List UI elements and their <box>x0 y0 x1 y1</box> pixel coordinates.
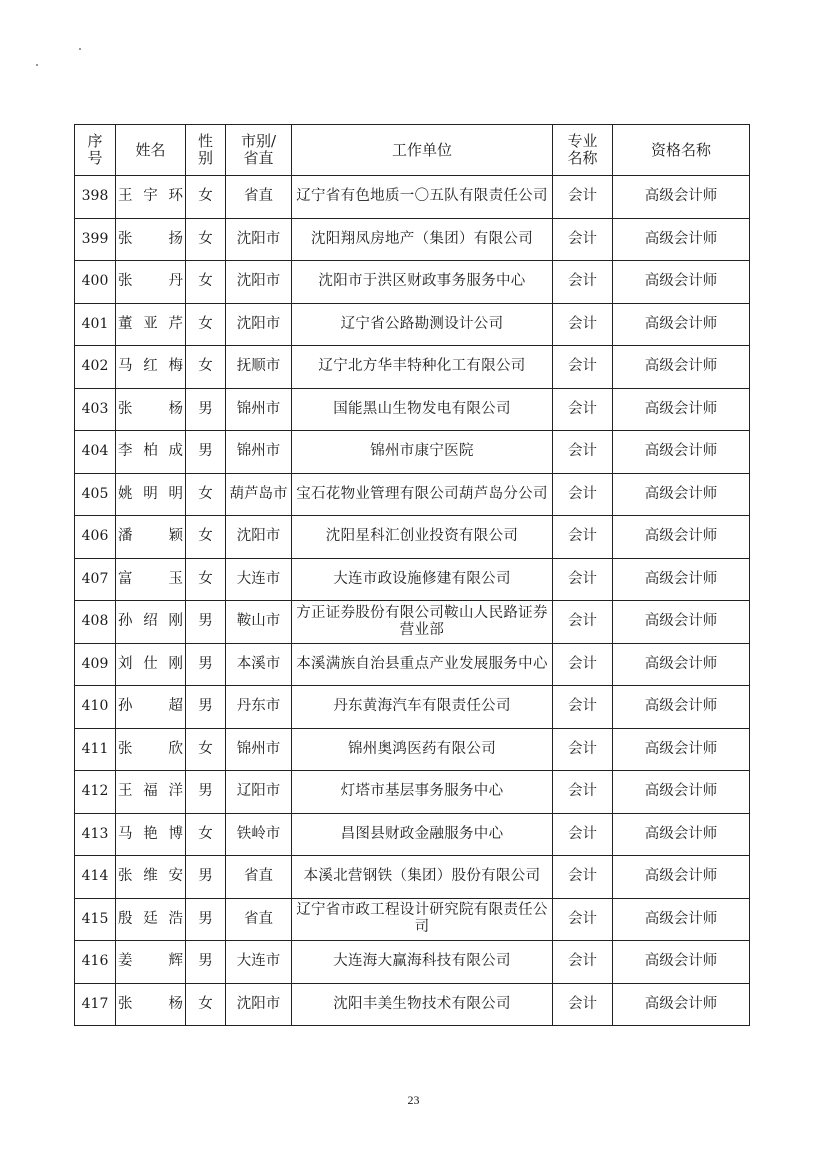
cell-gender: 男 <box>186 431 226 474</box>
person-name: 刘 仕 刚 <box>118 655 183 672</box>
person-name: 王 福 洋 <box>118 783 183 800</box>
header-qualification: 资格名称 <box>613 125 750 176</box>
cell-seq: 413 <box>75 813 116 856</box>
person-name: 富 玉 <box>118 570 183 587</box>
cell-name <box>116 643 186 686</box>
cell-name <box>116 941 186 984</box>
cell-major: 会计 <box>553 558 613 601</box>
cell-qualification: 高级会计师 <box>613 941 750 984</box>
table-row <box>75 388 750 431</box>
cell-name <box>116 473 186 516</box>
cell-seq: 414 <box>75 856 116 899</box>
cell-gender: 女 <box>186 473 226 516</box>
cell-gender: 女 <box>186 813 226 856</box>
scan-speck <box>79 48 81 50</box>
cell-seq: 411 <box>75 728 116 771</box>
header-city: 市别/省直 <box>226 125 292 176</box>
cell-unit: 大连海大赢海科技有限公司 <box>292 941 553 984</box>
cell-city: 沈阳市 <box>226 516 292 559</box>
header-row <box>75 125 750 176</box>
cell-gender: 男 <box>186 388 226 431</box>
person-name: 姚 明 明 <box>118 485 183 502</box>
cell-qualification: 高级会计师 <box>613 686 750 729</box>
cell-gender: 女 <box>186 516 226 559</box>
cell-city: 沈阳市 <box>226 303 292 346</box>
cell-major: 会计 <box>553 856 613 899</box>
cell-major: 会计 <box>553 728 613 771</box>
cell-seq: 407 <box>75 558 116 601</box>
table-row <box>75 431 750 474</box>
table-row <box>75 898 750 941</box>
cell-city: 辽阳市 <box>226 771 292 814</box>
person-name: 王 宇 环 <box>118 188 183 205</box>
cell-unit: 辽宁省公路勘测设计公司 <box>292 303 553 346</box>
cell-major: 会计 <box>553 388 613 431</box>
cell-unit: 锦州奥鸿医药有限公司 <box>292 728 553 771</box>
cell-seq: 416 <box>75 941 116 984</box>
person-name: 张 丹 <box>118 273 183 290</box>
cell-seq: 408 <box>75 601 116 644</box>
cell-gender: 女 <box>186 346 226 389</box>
cell-unit: 宝石花物业管理有限公司葫芦岛分公司 <box>292 473 553 516</box>
cell-major: 会计 <box>553 898 613 941</box>
cell-unit: 沈阳市于洪区财政事务服务中心 <box>292 261 553 304</box>
cell-qualification: 高级会计师 <box>613 771 750 814</box>
cell-name <box>116 176 186 219</box>
cell-major: 会计 <box>553 813 613 856</box>
cell-gender: 女 <box>186 218 226 261</box>
cell-major: 会计 <box>553 303 613 346</box>
cell-unit: 丹东黄海汽车有限责任公司 <box>292 686 553 729</box>
person-name: 张 维 安 <box>118 868 183 885</box>
cell-name <box>116 261 186 304</box>
cell-gender: 女 <box>186 558 226 601</box>
cell-unit: 昌图县财政金融服务中心 <box>292 813 553 856</box>
cell-unit: 辽宁省有色地质一〇五队有限责任公司 <box>292 176 553 219</box>
header-unit: 工作单位 <box>292 125 553 176</box>
table-row <box>75 856 750 899</box>
cell-city: 锦州市 <box>226 431 292 474</box>
cell-city: 沈阳市 <box>226 218 292 261</box>
cell-major: 会计 <box>553 261 613 304</box>
cell-city: 省直 <box>226 176 292 219</box>
person-name: 李 柏 成 <box>118 443 183 460</box>
cell-major: 会计 <box>553 516 613 559</box>
header-gender: 性别 <box>186 125 226 176</box>
cell-unit: 辽宁北方华丰特种化工有限公司 <box>292 346 553 389</box>
cell-seq: 400 <box>75 261 116 304</box>
cell-qualification: 高级会计师 <box>613 813 750 856</box>
cell-name <box>116 303 186 346</box>
cell-qualification: 高级会计师 <box>613 261 750 304</box>
cell-seq: 415 <box>75 898 116 941</box>
table-row <box>75 176 750 219</box>
cell-gender: 女 <box>186 983 226 1026</box>
table-row <box>75 303 750 346</box>
cell-major: 会计 <box>553 771 613 814</box>
cell-major: 会计 <box>553 431 613 474</box>
cell-seq: 403 <box>75 388 116 431</box>
cell-name <box>116 388 186 431</box>
cell-city: 沈阳市 <box>226 261 292 304</box>
cell-city: 省直 <box>226 898 292 941</box>
person-name: 马 艳 博 <box>118 825 183 842</box>
cell-major: 会计 <box>553 941 613 984</box>
cell-name <box>116 431 186 474</box>
cell-unit: 沈阳星科汇创业投资有限公司 <box>292 516 553 559</box>
cell-gender: 女 <box>186 303 226 346</box>
cell-qualification: 高级会计师 <box>613 601 750 644</box>
cell-name <box>116 813 186 856</box>
cell-gender: 男 <box>186 771 226 814</box>
cell-name <box>116 686 186 729</box>
cell-gender: 男 <box>186 686 226 729</box>
cell-gender: 女 <box>186 728 226 771</box>
table-row <box>75 473 750 516</box>
cell-unit: 灯塔市基层事务服务中心 <box>292 771 553 814</box>
cell-qualification: 高级会计师 <box>613 303 750 346</box>
cell-qualification: 高级会计师 <box>613 898 750 941</box>
cell-seq: 399 <box>75 218 116 261</box>
cell-qualification: 高级会计师 <box>613 176 750 219</box>
table-row <box>75 686 750 729</box>
cell-name <box>116 346 186 389</box>
cell-seq: 404 <box>75 431 116 474</box>
cell-city: 铁岭市 <box>226 813 292 856</box>
table-row <box>75 983 750 1026</box>
table-row <box>75 346 750 389</box>
table-row <box>75 728 750 771</box>
cell-qualification: 高级会计师 <box>613 558 750 601</box>
cell-unit: 沈阳翔凤房地产（集团）有限公司 <box>292 218 553 261</box>
table-row <box>75 218 750 261</box>
cell-qualification: 高级会计师 <box>613 856 750 899</box>
cell-seq: 401 <box>75 303 116 346</box>
cell-seq: 398 <box>75 176 116 219</box>
cell-qualification: 高级会计师 <box>613 388 750 431</box>
cell-seq: 412 <box>75 771 116 814</box>
header-major: 专业名称 <box>553 125 613 176</box>
qualification-roster-table <box>74 124 750 1026</box>
person-name: 姜 辉 <box>118 953 183 970</box>
cell-name <box>116 558 186 601</box>
table-row <box>75 601 750 644</box>
cell-major: 会计 <box>553 643 613 686</box>
cell-unit: 大连市政设施修建有限公司 <box>292 558 553 601</box>
cell-city: 大连市 <box>226 941 292 984</box>
person-name: 张 扬 <box>118 230 183 247</box>
cell-qualification: 高级会计师 <box>613 431 750 474</box>
cell-unit: 辽宁省市政工程设计研究院有限责任公司 <box>292 898 553 941</box>
table-row <box>75 771 750 814</box>
cell-name <box>116 856 186 899</box>
cell-major: 会计 <box>553 176 613 219</box>
cell-city: 葫芦岛市 <box>226 473 292 516</box>
cell-major: 会计 <box>553 983 613 1026</box>
cell-unit: 锦州市康宁医院 <box>292 431 553 474</box>
cell-city: 锦州市 <box>226 388 292 431</box>
person-name: 潘 颖 <box>118 528 183 545</box>
cell-gender: 男 <box>186 941 226 984</box>
cell-qualification: 高级会计师 <box>613 218 750 261</box>
cell-seq: 409 <box>75 643 116 686</box>
cell-unit: 沈阳丰美生物技术有限公司 <box>292 983 553 1026</box>
cell-gender: 女 <box>186 261 226 304</box>
cell-name <box>116 601 186 644</box>
person-name: 张 杨 <box>118 400 183 417</box>
table-row <box>75 643 750 686</box>
person-name: 张 欣 <box>118 740 183 757</box>
cell-gender: 男 <box>186 601 226 644</box>
cell-city: 大连市 <box>226 558 292 601</box>
cell-name <box>116 516 186 559</box>
cell-major: 会计 <box>553 686 613 729</box>
header-seq: 序号 <box>75 125 116 176</box>
cell-city: 抚顺市 <box>226 346 292 389</box>
cell-unit: 本溪满族自治县重点产业发展服务中心 <box>292 643 553 686</box>
cell-city: 本溪市 <box>226 643 292 686</box>
cell-major: 会计 <box>553 218 613 261</box>
cell-seq: 406 <box>75 516 116 559</box>
cell-name <box>116 218 186 261</box>
cell-gender: 男 <box>186 643 226 686</box>
cell-qualification: 高级会计师 <box>613 643 750 686</box>
person-name: 张 杨 <box>118 995 183 1012</box>
cell-gender: 男 <box>186 856 226 899</box>
cell-major: 会计 <box>553 601 613 644</box>
cell-unit: 国能黑山生物发电有限公司 <box>292 388 553 431</box>
roster-body <box>75 176 750 1026</box>
table-row <box>75 941 750 984</box>
cell-unit: 方正证券股份有限公司鞍山人民路证券营业部 <box>292 601 553 644</box>
cell-city: 锦州市 <box>226 728 292 771</box>
cell-name <box>116 771 186 814</box>
cell-gender: 男 <box>186 898 226 941</box>
person-name: 孙 绍 刚 <box>118 613 183 630</box>
person-name: 董 亚 芹 <box>118 315 183 332</box>
cell-qualification: 高级会计师 <box>613 983 750 1026</box>
cell-city: 省直 <box>226 856 292 899</box>
cell-qualification: 高级会计师 <box>613 728 750 771</box>
table-row <box>75 261 750 304</box>
cell-qualification: 高级会计师 <box>613 346 750 389</box>
cell-gender: 女 <box>186 176 226 219</box>
cell-city: 鞍山市 <box>226 601 292 644</box>
cell-name <box>116 898 186 941</box>
scan-speck <box>36 64 38 66</box>
cell-major: 会计 <box>553 346 613 389</box>
cell-seq: 405 <box>75 473 116 516</box>
cell-name <box>116 728 186 771</box>
cell-city: 丹东市 <box>226 686 292 729</box>
cell-seq: 410 <box>75 686 116 729</box>
table-row <box>75 558 750 601</box>
page-number: 23 <box>407 1093 420 1107</box>
person-name: 殷 廷 浩 <box>118 910 183 927</box>
cell-seq: 417 <box>75 983 116 1026</box>
header-name: 姓名 <box>116 125 186 176</box>
cell-city: 沈阳市 <box>226 983 292 1026</box>
table-row <box>75 516 750 559</box>
person-name: 马 红 梅 <box>118 358 183 375</box>
person-name: 孙 超 <box>118 698 183 715</box>
cell-qualification: 高级会计师 <box>613 473 750 516</box>
table-row <box>75 813 750 856</box>
cell-name <box>116 983 186 1026</box>
cell-qualification: 高级会计师 <box>613 516 750 559</box>
cell-unit: 本溪北营钢铁（集团）股份有限公司 <box>292 856 553 899</box>
cell-major: 会计 <box>553 473 613 516</box>
cell-seq: 402 <box>75 346 116 389</box>
